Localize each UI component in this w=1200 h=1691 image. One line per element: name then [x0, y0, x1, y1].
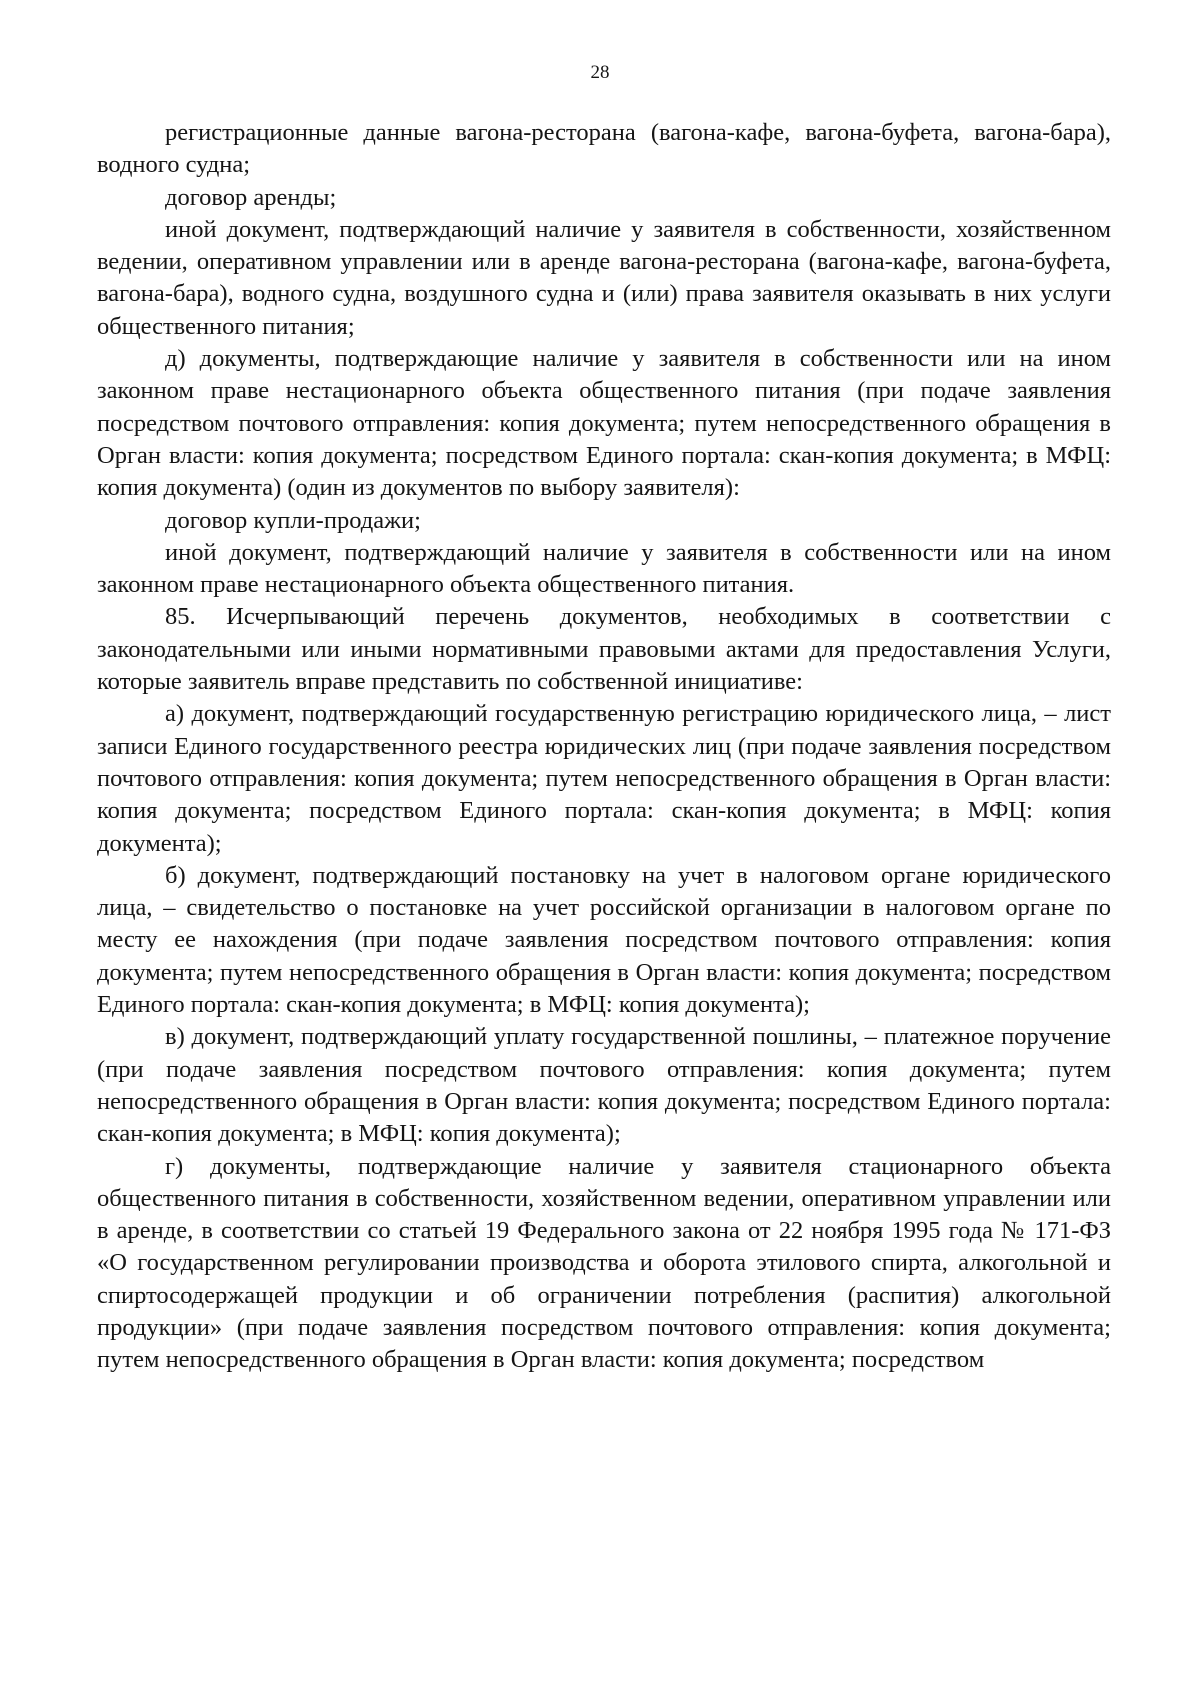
paragraph-item-g: г) документы, подтверждающие наличие у заявителя стационарного объекта общественного питания в собственности, хозяйственном ведении, оперативном управлении или в аренде, в соответствии со статьей 19 Федерального закона от 22 ноября 1995 года № 171-ФЗ «О государственном регулировании производства и оборота этилового спирта, алкогольной и спиртосодержащей продукции и об ограничении потребления (распития) алкогольной продукции» (при подаче заявления посредством почтового отправления: копия документа; путем непосредственного обращения в Орган власти: копия документа; посредством	[97, 1152, 1111, 1374]
paragraph-registration-data: регистрационные данные вагона-ресторана (вагона-кафе, вагона-буфета, вагона-бара), водного судна;	[97, 119, 1111, 179]
paragraph-item-d: д) документы, подтверждающие наличие у заявителя в собственности или на ином законном праве нестационарного объекта общественного питания (при подаче заявления посредством почтового отправления: копия документа; путем непосредственного обращения в Орган власти: копия документа; посредством Единого портала: скан-копия документа; в МФЦ: копия документа) (один из документов по выбору заявителя):	[97, 345, 1111, 502]
paragraph-lease-agreement: договор аренды;	[165, 183, 337, 211]
paragraph-other-document-nonstationary: иной документ, подтверждающий наличие у заявителя в собственности или на ином законном праве нестационарного объекта общественного питания.	[97, 538, 1111, 599]
page-number: 28	[590, 62, 610, 83]
paragraph-item-a: а) документ, подтверждающий государственную регистрацию юридического лица, – лист записи Единого государственного реестра юридических лиц (при подаче заявления посредством почтового отправления: копия документа; путем непосредственного обращения в Орган власти: копия документа; посредством Единого портала: скан-копия документа; в МФЦ: копия документа);	[97, 700, 1111, 857]
paragraph-purchase-agreement: договор купли-продажи;	[165, 506, 421, 534]
paragraph-item-v: в) документ, подтверждающий уплату государственной пошлины, – платежное поручение (при подаче заявления посредством почтового отправления: копия документа; путем непосредственного обращения в Орган власти: копия документа; посредством Единого портала: скан-копия документа; в МФЦ: копия документа);	[97, 1023, 1111, 1148]
paragraph-section-85: 85. Исчерпывающий перечень документов, необходимых в соответствии с законодательными или иными нормативными правовыми актами для предоставления Услуги, которые заявитель вправе представить по собственной инициативе:	[97, 603, 1111, 696]
document-body	[97, 117, 1111, 1377]
paragraph-other-document-ownership: иной документ, подтверждающий наличие у заявителя в собственности, хозяйственном ведении, оперативном управлении или в аренде вагона-ресторана (вагона-кафе, вагона-буфета, вагона-бара), водного судна, воздушного судна и (или) права заявителя оказывать в них услуги общественного питания;	[97, 215, 1111, 340]
paragraph-item-b: б) документ, подтверждающий постановку на учет в налоговом органе юридического лица, – свидетельство о постановке на учет российской организации в налоговом органе по месту ее нахождения (при подаче заявления посредством почтового отправления: копия документа; путем непосредственного обращения в Орган власти: копия документа; посредством Единого портала: скан-копия документа; в МФЦ: копия документа);	[97, 861, 1111, 1019]
